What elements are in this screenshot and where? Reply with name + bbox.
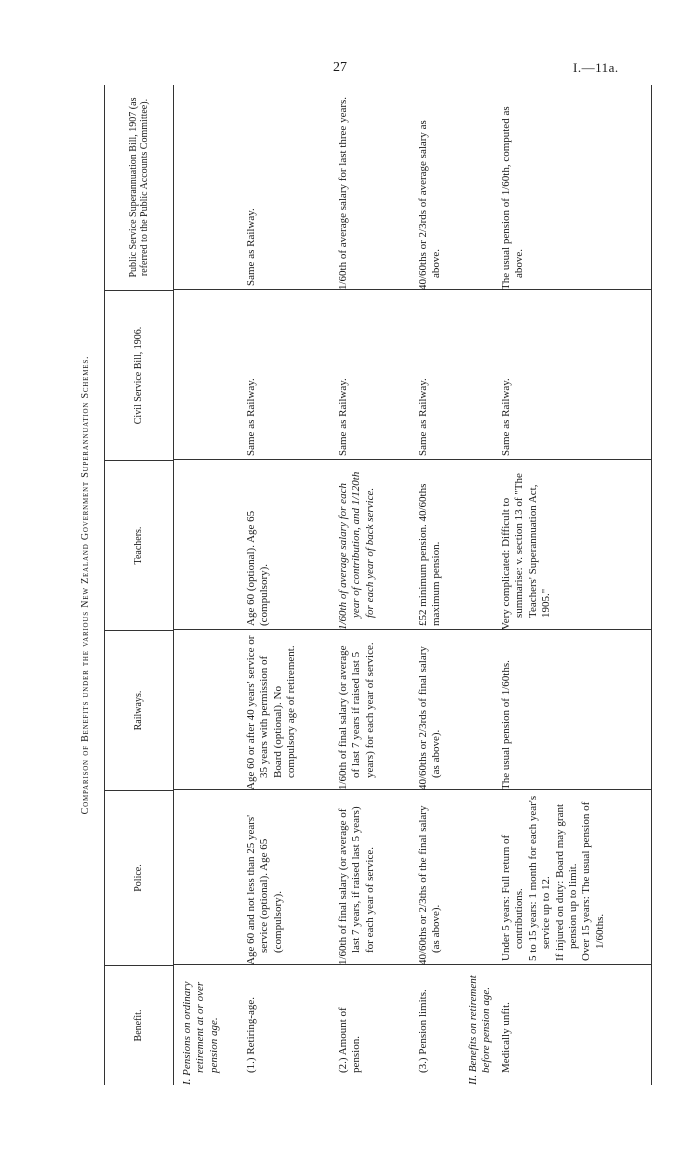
table-title: Comparison of Benefits under the various New Zealand Government Superannuation Schemes. [80, 355, 91, 815]
header-police: Police. [105, 790, 173, 965]
police-medically-unfit [500, 790, 607, 965]
teachers-pension-limits: £52 minimum pension. 40/60ths maximum pension. [417, 483, 443, 626]
header-teachers: Teachers. [105, 460, 173, 630]
teachers-medically-unfit: Very complicated: Difficult to summarise: v. section 13 of "The Teachers' Superannuation Act, 1905." [500, 473, 553, 630]
benefit-medically-unfit: Medically unfit. [500, 1002, 512, 1073]
civil-amount-of-pension: Same as Railway. [337, 378, 349, 456]
header-civil-service: Civil Service Bill, 1906. [105, 290, 173, 460]
header-public-service: Public Service Superannuation Bill, 1907 (as referred to the Public Accounts Committee). [127, 97, 150, 278]
railways-retiring-age: Age 60 or after 40 years' service or 35 years with permission of Board (optional). No compulsory age of retirement. [245, 635, 298, 790]
comparison-table [104, 85, 652, 1085]
police-unfit-line: Over 15 years: The usual pension of 1/60ths. [580, 801, 606, 961]
table-header-row [105, 85, 174, 1085]
police-unfit-line: Under 5 years: Full return of contributions. [500, 834, 526, 961]
civil-medically-unfit: Same as Railway. [500, 378, 512, 456]
police-unfit-line: 5 to 15 years: 1 month for each year's service up to 12. [526, 795, 553, 961]
section-1-heading: I. Pensions on ordinary retirement at or over pension age. [181, 981, 220, 1085]
public-pension-limits: 40/60ths or 2/3rds of average salary as above. [417, 120, 443, 290]
civil-pension-limits: Same as Railway. [417, 378, 429, 456]
railways-pension-limits: 40/60ths or 2/3rds of final salary (as above). [417, 646, 443, 790]
railways-medically-unfit: The usual pension of 1/60ths. [500, 660, 512, 790]
teachers-amount-of-pension: 1/60th of average salary for each year of contribution, and 1/120th for each year of back service. [337, 471, 376, 630]
railways-amount-of-pension: 1/60th of final salary (or average of last 7 years if raised last 5 years) for each year of service. [337, 642, 376, 790]
teachers-retiring-age: Age 60 (optional). Age 65 (compulsory). [245, 510, 271, 626]
benefit-retiring-age: (1.) Retiring-age. [245, 996, 257, 1073]
public-retiring-age: Same as Railway. [245, 208, 257, 286]
police-pension-limits: 40/60ths or 2/3ths of the final salary (as above). [417, 805, 443, 965]
benefit-pension-limits: (3.) Pension limits. [417, 989, 429, 1073]
police-amount-of-pension: 1/60th of final salary (or average of last 7 years, if raised last 5 years) for each year of service. [337, 806, 376, 965]
page-number: 27 [333, 60, 347, 75]
document-reference: I.—11a. [573, 60, 619, 75]
section-2-heading: II. Benefits on retirement before pension age. [467, 975, 493, 1085]
header-benefit: Benefit. [105, 965, 173, 1085]
header-railways: Railways. [105, 630, 173, 790]
rotated-table-frame [80, 85, 660, 1085]
public-medically-unfit: The usual pension of 1/60th, computed as above. [500, 106, 526, 290]
police-retiring-age: Age 60 and not less than 25 years' service (optional). Age 65 (compulsory). [245, 814, 284, 965]
benefit-amount-of-pension: (2.) Amount of pension. [337, 1007, 363, 1073]
police-unfit-line: If injured on duty: Board may grant pension up to limit. [553, 803, 580, 961]
public-amount-of-pension: 1/60th of average salary for last three years. [337, 96, 349, 290]
civil-retiring-age: Same as Railway. [245, 378, 257, 456]
